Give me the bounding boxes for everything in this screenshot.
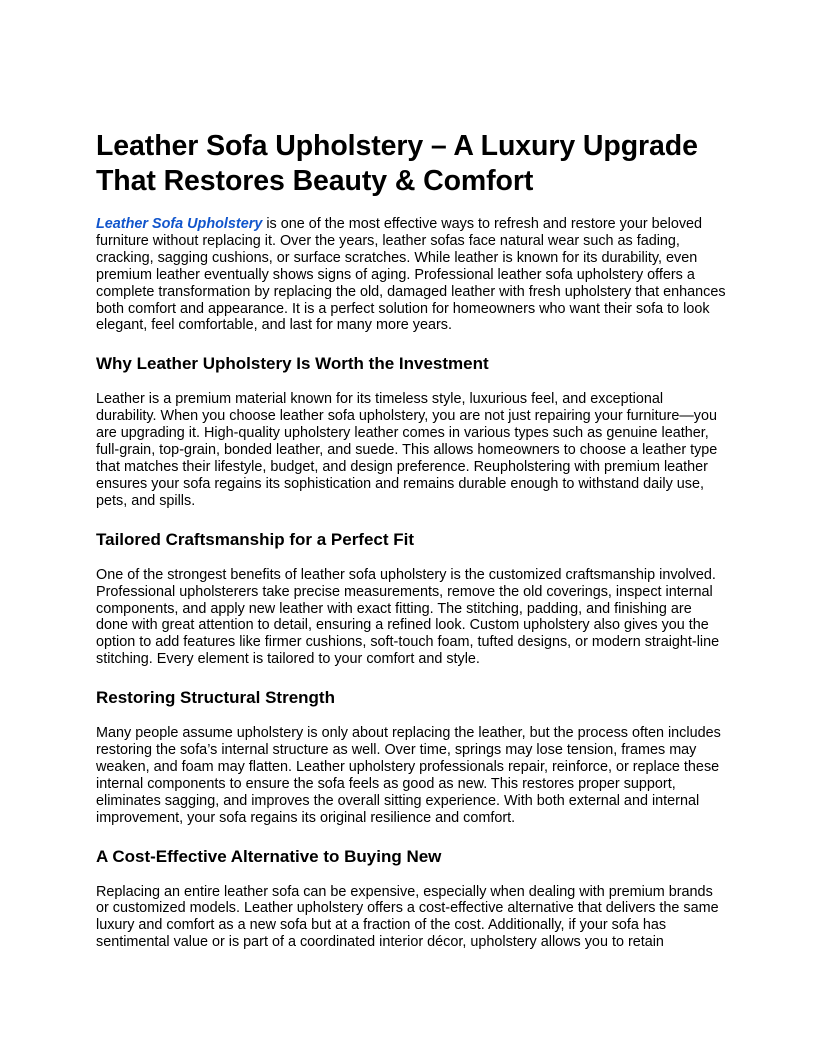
leather-sofa-upholstery-link[interactable]: Leather Sofa Upholstery xyxy=(96,216,263,232)
section-heading-craftsmanship: Tailored Craftsmanship for a Perfect Fit xyxy=(96,529,415,549)
section-heading-cost-effective: A Cost-Effective Alternative to Buying New xyxy=(96,846,442,866)
intro-text: is one of the most effective ways to refresh and restore your beloved furniture without replacing it. Over the years, leather sofas face natural wear such as fading, cracking, sagging cushions, or surface scratches. While leather is known for its durability, even premium leather eventually shows signs of aging. Professional leather sofa upholstery offers a complete transformation by replacing the old, damaged leather with fresh upholstery that enhances both comfort and appearance. It is a perfect solution for homeowners who want their sofa to look elegant, feel comfortable, and last for many more years. xyxy=(96,216,726,334)
section-body-craftsmanship: One of the strongest benefits of leather sofa upholstery is the customized craftsmanship involved. Professional upholsterers take precise measurements, remove the old coverings, inspect internal components, and apply new leather with exact fitting. The stitching, padding, and finishing are done with great attention to detail, ensuring a refined look. Custom upholstery also gives you the option to add features like firmer cushions, soft-touch foam, tufted designs, or modern straight-line stitching. Every element is tailored to your comfort and style. xyxy=(96,566,720,668)
page-title: Leather Sofa Upholstery – A Luxury Upgrade That Restores Beauty & Comfort xyxy=(96,130,698,197)
section-body-cost-effective: Replacing an entire leather sofa can be expensive, especially when dealing with premium brands or customized models. Leather upholstery offers a cost-effective alternative that delivers the same luxury and comfort as a new sofa but at a fraction of the cost. Additionally, if your sofa has sentimental value or is part of a coordinated interior décor, upholstery allows you to retain xyxy=(96,883,719,951)
intro-paragraph xyxy=(96,216,726,334)
section-heading-structural: Restoring Structural Strength xyxy=(96,688,335,708)
section-heading-investment: Why Leather Upholstery Is Worth the Investment xyxy=(96,354,489,374)
section-body-structural: Many people assume upholstery is only about replacing the leather, but the process often includes restoring the sofa’s internal structure as well. Over time, springs may lose tension, frames may weaken, and foam may flatten. Leather upholstery professionals repair, reinforce, or replace these internal components to ensure the sofa feels as good as new. This restores proper support, eliminates sagging, and improves the overall sitting experience. With both external and internal improvement, your sofa regains its original resilience and comfort. xyxy=(96,725,721,826)
document-page xyxy=(96,129,726,951)
section-body-investment: Leather is a premium material known for its timeless style, luxurious feel, and exceptional durability. When you choose leather sofa upholstery, you are not just repairing your furniture—you are upgrading it. High-quality upholstery leather comes in various types such as genuine leather, full-grain, top-grain, bonded leather, and suede. This allows homeowners to choose a leather type that matches their lifestyle, budget, and design preference. Reupholstering with premium leather ensures your sofa regains its sophistication and remains durable enough to withstand daily use, pets, and spills. xyxy=(96,391,718,509)
